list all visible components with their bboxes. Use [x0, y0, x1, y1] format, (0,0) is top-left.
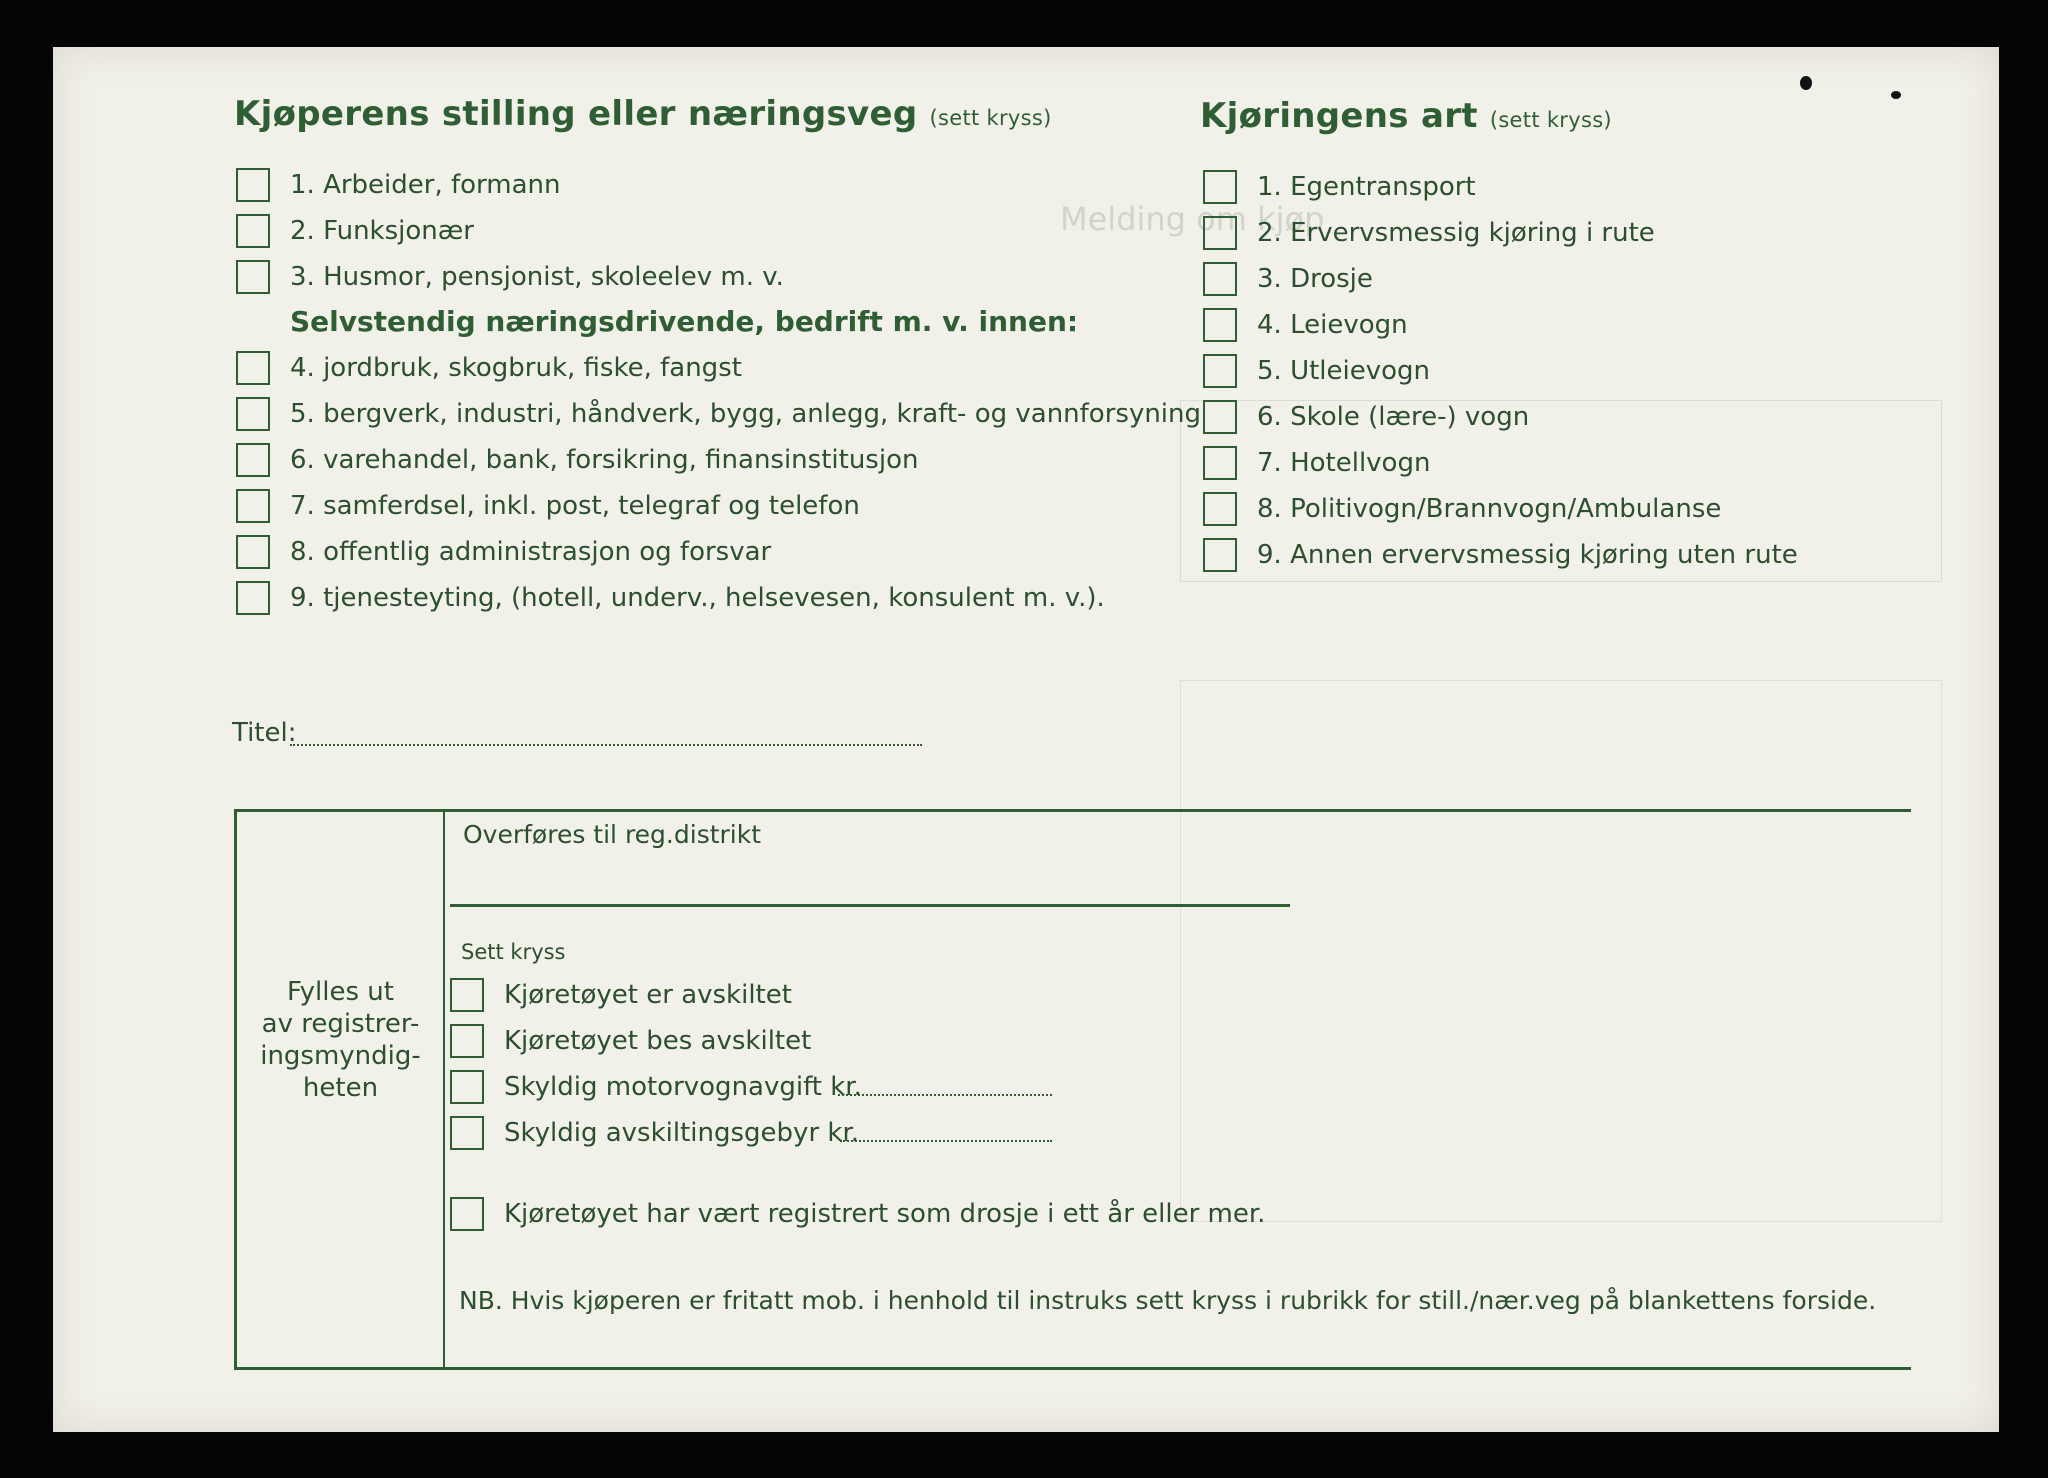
vehicle-tax-amount-field[interactable]	[838, 1094, 1052, 1096]
nb-note: NB. Hvis kjøperen er fritatt mob. i henhold til instruks sett kryss i rubrikk for still./nær.veg på blankettens forside.	[459, 1285, 1877, 1315]
title-input-line[interactable]	[290, 744, 922, 746]
checkbox[interactable]	[1203, 538, 1237, 572]
note-line: Fylles ut	[287, 977, 394, 1007]
checkbox[interactable]	[1203, 446, 1237, 480]
driving-type-heading	[1200, 96, 1612, 136]
option-label: 7. Hotellvogn	[1257, 448, 1431, 478]
checkbox[interactable]	[450, 1197, 484, 1231]
ink-speck	[1891, 91, 1901, 99]
check-owed-deregistration-fee[interactable]	[450, 1115, 859, 1151]
checkbox[interactable]	[450, 978, 484, 1012]
title-label: Titel:	[232, 718, 297, 748]
checkbox[interactable]	[1203, 170, 1237, 204]
check-label: Skyldig motorvognavgift kr.	[504, 1072, 862, 1102]
occupation-option-9[interactable]	[236, 580, 1105, 616]
occupation-option-4[interactable]	[236, 350, 742, 386]
sett-kryss-label: Sett kryss	[461, 940, 566, 964]
option-label: 5. Utleievogn	[1257, 356, 1431, 386]
option-label: 3. Drosje	[1257, 264, 1373, 294]
checkbox[interactable]	[1203, 400, 1237, 434]
occupation-option-8[interactable]	[236, 534, 771, 570]
self-employed-subheading: Selvstendig næringsdrivende, bedrift m. v. innen:	[290, 305, 1079, 338]
registry-authority-note	[238, 976, 443, 1104]
driving-option-3[interactable]	[1203, 261, 1373, 297]
driving-option-9[interactable]	[1203, 537, 1798, 573]
checkbox[interactable]	[1203, 492, 1237, 526]
checkbox[interactable]	[1203, 308, 1237, 342]
occupation-option-6[interactable]	[236, 442, 918, 478]
checkbox[interactable]	[1203, 354, 1237, 388]
option-label: 6. Skole (lære-) vogn	[1257, 402, 1530, 432]
checkbox[interactable]	[450, 1070, 484, 1104]
driving-type-title: Kjøringens art	[1200, 96, 1478, 136]
box-bottom-border	[234, 1367, 1911, 1370]
show-through-rule-2	[1180, 680, 1942, 1222]
driving-option-6[interactable]	[1203, 399, 1529, 435]
check-taxi-one-year[interactable]	[450, 1196, 1265, 1232]
occupation-option-3[interactable]	[236, 259, 784, 295]
check-label: Skyldig avskiltingsgebyr kr.	[504, 1118, 860, 1148]
checkbox[interactable]	[236, 351, 270, 385]
occupation-option-7[interactable]	[236, 488, 860, 524]
checkbox[interactable]	[236, 535, 270, 569]
check-owed-vehicle-tax[interactable]	[450, 1069, 862, 1105]
option-label: 4. Leievogn	[1257, 310, 1408, 340]
option-label: 3. Husmor, pensjonist, skoleelev m. v.	[290, 262, 784, 292]
checkbox[interactable]	[1203, 216, 1237, 250]
buyer-occupation-title: Kjøperens stilling eller næringsveg	[234, 94, 918, 134]
note-line: ingsmyndig-	[260, 1041, 421, 1071]
checkbox[interactable]	[1203, 262, 1237, 296]
occupation-option-1[interactable]	[236, 167, 561, 203]
transfer-district-line[interactable]	[450, 904, 1290, 907]
driving-option-5[interactable]	[1203, 353, 1430, 389]
option-label: 4. jordbruk, skogbruk, fiske, fangst	[290, 353, 742, 383]
option-label: 2. Ervervsmessig kjøring i rute	[1257, 218, 1655, 248]
occupation-option-5[interactable]	[236, 396, 1201, 432]
check-label: Kjøretøyet er avskiltet	[504, 980, 792, 1010]
checkbox[interactable]	[236, 214, 270, 248]
box-divider	[443, 809, 445, 1370]
checkbox[interactable]	[450, 1116, 484, 1150]
option-label: 8. offentlig administrasjon og forsvar	[290, 537, 772, 567]
driving-type-note: (sett kryss)	[1489, 108, 1612, 132]
option-label: 9. Annen ervervsmessig kjøring uten rute	[1257, 540, 1798, 570]
checkbox[interactable]	[236, 168, 270, 202]
transfer-district-label: Overføres til reg.distrikt	[463, 819, 762, 849]
ink-speck	[1800, 76, 1812, 90]
checkbox[interactable]	[236, 260, 270, 294]
buyer-occupation-heading	[234, 94, 1052, 134]
option-label: 9. tjenesteyting, (hotell, underv., helsevesen, konsulent m. v.).	[290, 583, 1105, 613]
buyer-occupation-note: (sett kryss)	[929, 106, 1052, 130]
note-line: heten	[302, 1073, 379, 1103]
occupation-option-2[interactable]	[236, 213, 474, 249]
option-label: 6. varehandel, bank, forsikring, finansinstitusjon	[290, 445, 919, 475]
option-label: 1. Arbeider, formann	[290, 170, 561, 200]
driving-option-1[interactable]	[1203, 169, 1476, 205]
check-request-deregister[interactable]	[450, 1023, 811, 1059]
check-label: Kjøretøyet har vært registrert som drosje i ett år eller mer.	[504, 1199, 1266, 1229]
show-through-text: Melding om kjøp	[1060, 200, 1325, 238]
checkbox[interactable]	[450, 1024, 484, 1058]
checkbox[interactable]	[236, 443, 270, 477]
checkbox[interactable]	[236, 581, 270, 615]
check-label: Kjøretøyet bes avskiltet	[504, 1026, 812, 1056]
driving-option-4[interactable]	[1203, 307, 1408, 343]
deregistration-fee-amount-field[interactable]	[840, 1140, 1052, 1142]
checkbox[interactable]	[236, 489, 270, 523]
driving-option-7[interactable]	[1203, 445, 1430, 481]
option-label: 7. samferdsel, inkl. post, telegraf og telefon	[290, 491, 860, 521]
checkbox[interactable]	[236, 397, 270, 431]
driving-option-2[interactable]	[1203, 215, 1655, 251]
driving-option-8[interactable]	[1203, 491, 1721, 527]
box-top-border	[234, 809, 1911, 812]
option-label: 5. bergverk, industri, håndverk, bygg, anlegg, kraft- og vannforsyning	[290, 399, 1202, 429]
box-left-border	[234, 809, 237, 1370]
option-label: 1. Egentransport	[1257, 172, 1476, 202]
note-line: av registrer-	[261, 1009, 420, 1039]
option-label: 2. Funksjonær	[290, 216, 474, 246]
option-label: 8. Politivogn/Brannvogn/Ambulanse	[1257, 494, 1722, 524]
check-deregistered[interactable]	[450, 977, 792, 1013]
